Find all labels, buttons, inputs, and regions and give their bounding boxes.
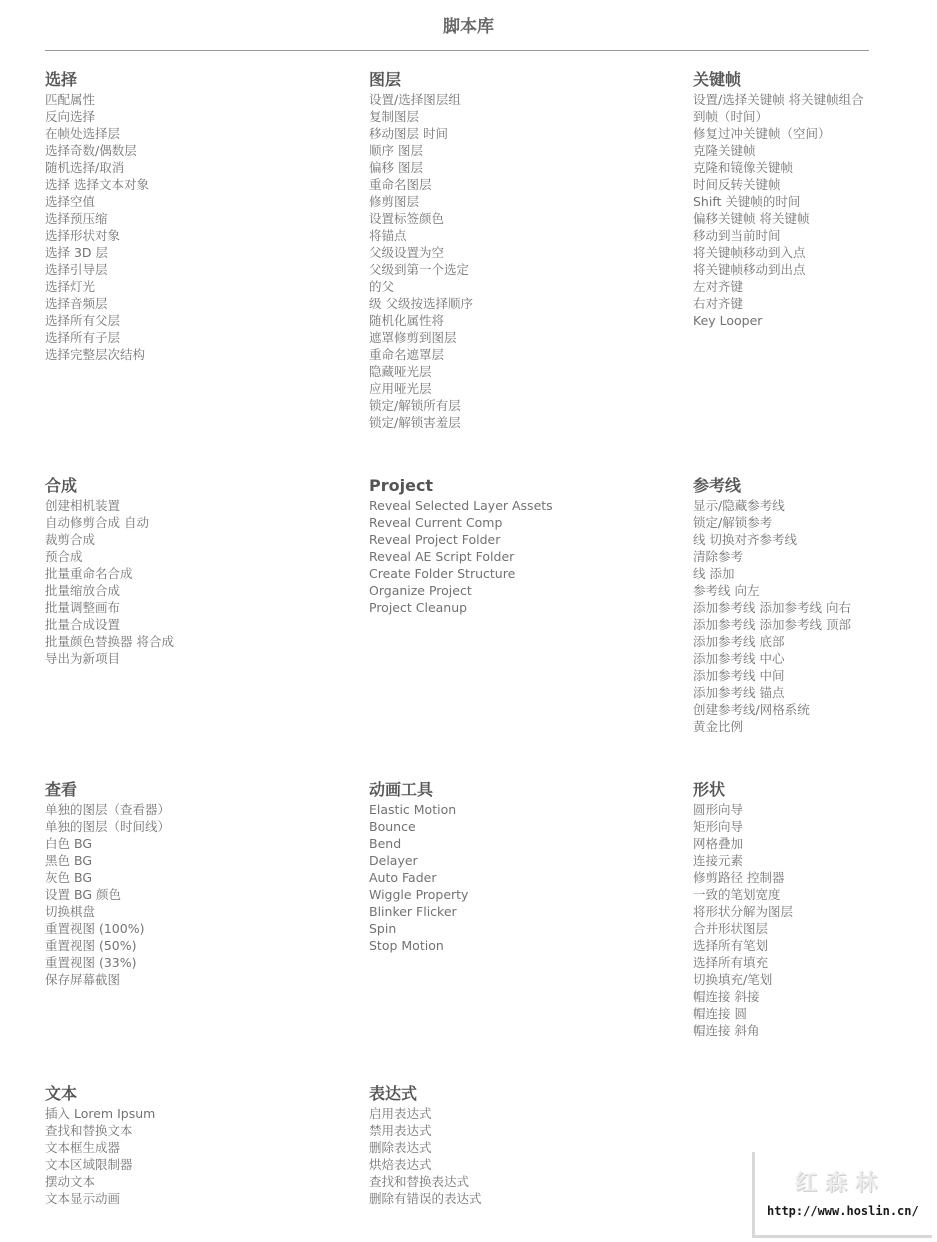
script-item[interactable]: 父级到第一个选定: [369, 262, 470, 277]
section-expression: [369, 1084, 669, 1207]
script-item[interactable]: 到帧（时间）: [693, 109, 769, 124]
script-item[interactable]: 黄金比例: [693, 719, 744, 734]
script-item[interactable]: 线 添加: [693, 566, 735, 581]
script-item[interactable]: Reveal Current Comp: [369, 515, 503, 530]
script-item[interactable]: 随机选择/取消: [45, 160, 125, 175]
script-item[interactable]: 合并形状图层: [693, 921, 769, 936]
script-item[interactable]: 预合成: [45, 549, 83, 564]
script-item[interactable]: 矩形向导: [693, 819, 744, 834]
section-heading: 动画工具: [369, 780, 434, 799]
script-list: [45, 1105, 345, 1207]
script-item[interactable]: 一致的笔划宽度: [693, 887, 781, 902]
script-item[interactable]: 裁剪合成: [45, 532, 96, 547]
section-heading: Project: [369, 476, 434, 495]
script-item[interactable]: 匹配属性: [45, 92, 96, 107]
section-view: [45, 780, 345, 988]
script-item[interactable]: 添加参考线 中心: [693, 651, 785, 666]
script-item[interactable]: 创建参考线/网格系统: [693, 702, 810, 717]
script-list: [45, 497, 345, 667]
section-heading: 图层: [369, 70, 402, 89]
script-list: [369, 91, 669, 431]
script-item[interactable]: 设置/选择关键帧 将关键帧组合: [693, 92, 864, 107]
script-item[interactable]: Auto Fader: [369, 870, 437, 885]
script-item[interactable]: 选择 选择文本对象: [45, 177, 149, 192]
script-item[interactable]: 烘焙表达式: [369, 1157, 432, 1172]
script-item[interactable]: 级 父级按选择顺序: [369, 296, 473, 311]
script-item[interactable]: 文本区域限制器: [45, 1157, 133, 1172]
script-item[interactable]: 删除有错误的表达式: [369, 1191, 482, 1206]
script-item[interactable]: 克隆关键帧: [693, 143, 756, 158]
script-item[interactable]: 选择完整层次结构: [45, 347, 146, 362]
script-item[interactable]: 将关键帧移动到出点: [693, 262, 806, 277]
script-item[interactable]: 锁定/解锁害羞层: [369, 415, 461, 430]
script-item[interactable]: 选择灯光: [45, 279, 96, 294]
script-item[interactable]: 导出为新项目: [45, 651, 121, 666]
section-heading: 文本: [45, 1084, 78, 1103]
script-item[interactable]: 在帧处选择层: [45, 126, 121, 141]
script-item[interactable]: 选择奇数/偶数层: [45, 143, 137, 158]
script-list: [45, 91, 345, 363]
script-item[interactable]: 创建相机装置: [45, 498, 121, 513]
watermark: [752, 1152, 932, 1238]
script-item[interactable]: 选择所有填充: [693, 955, 769, 970]
script-item[interactable]: Blinker Flicker: [369, 904, 457, 919]
script-item[interactable]: 偏移关键帧 将关键帧: [693, 211, 810, 226]
script-item[interactable]: 添加参考线 添加参考线 向右: [693, 600, 851, 615]
script-item[interactable]: 隐藏哑光层: [369, 364, 432, 379]
script-item[interactable]: 修复过冲关键帧（空间）: [693, 126, 831, 141]
script-item[interactable]: 移动到当前时间: [693, 228, 781, 243]
section-heading: 表达式: [369, 1084, 418, 1103]
script-list: [369, 1105, 669, 1207]
script-item[interactable]: Reveal Project Folder: [369, 532, 501, 547]
script-item[interactable]: 批量缩放合成: [45, 583, 121, 598]
script-item[interactable]: 将形状分解为图层: [693, 904, 794, 919]
section-text: [45, 1084, 345, 1207]
script-list: [369, 801, 669, 954]
script-item[interactable]: 插入 Lorem Ipsum: [45, 1106, 156, 1121]
script-item[interactable]: 参考线 向左: [693, 583, 760, 598]
section-guides: [693, 476, 937, 735]
script-item[interactable]: 灰色 BG: [45, 870, 93, 885]
script-item[interactable]: 偏移 图层: [369, 160, 423, 175]
script-item[interactable]: 文本显示动画: [45, 1191, 121, 1206]
script-item[interactable]: 切换填充/笔划: [693, 972, 773, 987]
script-item[interactable]: 添加参考线 锚点: [693, 685, 785, 700]
script-item[interactable]: 锁定/解锁所有层: [369, 398, 461, 413]
script-item[interactable]: Bounce: [369, 819, 416, 834]
script-item[interactable]: Wiggle Property: [369, 887, 469, 902]
section-project: [369, 476, 669, 616]
script-item[interactable]: 批量调整画布: [45, 600, 121, 615]
script-item[interactable]: Project Cleanup: [369, 600, 468, 615]
script-item[interactable]: 添加参考线 添加参考线 顶部: [693, 617, 851, 632]
script-item[interactable]: 添加参考线 中间: [693, 668, 785, 683]
section-heading: 合成: [45, 476, 78, 495]
script-item[interactable]: 将关键帧移动到入点: [693, 245, 806, 260]
section-heading: 参考线: [693, 476, 742, 495]
script-item[interactable]: 网格叠加: [693, 836, 744, 851]
script-item[interactable]: 保存屏幕截图: [45, 972, 121, 987]
script-item[interactable]: 帽连接 斜接: [693, 989, 760, 1004]
script-item[interactable]: 时间反转关键帧: [693, 177, 781, 192]
script-item[interactable]: 选择所有笔划: [693, 938, 769, 953]
script-item[interactable]: 黑色 BG: [45, 853, 93, 868]
section-keyframe: [693, 70, 937, 329]
script-item[interactable]: 圆形向导: [693, 802, 744, 817]
title-divider: [45, 50, 869, 51]
script-item[interactable]: 选择预压缩: [45, 211, 108, 226]
script-item[interactable]: 查找和替换文本: [45, 1123, 133, 1138]
script-item[interactable]: 文本框生成器: [45, 1140, 121, 1155]
script-item[interactable]: 反向选择: [45, 109, 96, 124]
page-title: 脚本库: [443, 17, 494, 37]
script-item[interactable]: 设置标签颜色: [369, 211, 445, 226]
script-item[interactable]: 重置视图 (33%): [45, 955, 137, 970]
script-item[interactable]: Reveal AE Script Folder: [369, 549, 515, 564]
script-item[interactable]: 将锚点: [369, 228, 407, 243]
script-item[interactable]: Spin: [369, 921, 397, 936]
script-item[interactable]: 修剪图层: [369, 194, 420, 209]
section-composition: [45, 476, 345, 667]
script-item[interactable]: Bend: [369, 836, 402, 851]
script-item[interactable]: 批量合成设置: [45, 617, 121, 632]
script-item[interactable]: 选择形状对象: [45, 228, 121, 243]
script-list: [45, 801, 345, 988]
script-item[interactable]: 选择所有子层: [45, 330, 121, 345]
section-heading: 查看: [45, 780, 78, 799]
script-item[interactable]: 移动图层 时间: [369, 126, 448, 141]
script-item[interactable]: 父级设置为空: [369, 245, 445, 260]
script-item[interactable]: 批量颜色替换器 将合成: [45, 634, 174, 649]
script-item[interactable]: 帽连接 斜角: [693, 1023, 760, 1038]
script-list: [693, 801, 937, 1039]
script-item[interactable]: Create Folder Structure: [369, 566, 516, 581]
script-item[interactable]: Elastic Motion: [369, 802, 457, 817]
script-item[interactable]: 右对齐键: [693, 296, 744, 311]
watermark-url: http://www.hoslin.cn/: [767, 1204, 919, 1218]
script-item[interactable]: 白色 BG: [45, 836, 93, 851]
script-item[interactable]: 选择所有父层: [45, 313, 121, 328]
script-item[interactable]: 帽连接 圆: [693, 1006, 747, 1021]
script-item[interactable]: 重命名图层: [369, 177, 432, 192]
script-item[interactable]: Reveal Selected Layer Assets: [369, 498, 553, 513]
script-item[interactable]: 批量重命名合成: [45, 566, 133, 581]
script-item[interactable]: 线 切换对齐参考线: [693, 532, 797, 547]
script-item[interactable]: Shift 关键帧的时间: [693, 194, 801, 209]
script-list: [693, 91, 937, 329]
script-item[interactable]: 连接元素: [693, 853, 744, 868]
script-item[interactable]: 单独的图层（时间线）: [45, 819, 171, 834]
section-heading: 关键帧: [693, 70, 742, 89]
script-item[interactable]: 摆动文本: [45, 1174, 96, 1189]
script-item[interactable]: 修剪路径 控制器: [693, 870, 785, 885]
script-item[interactable]: 重命名遮罩层: [369, 347, 445, 362]
script-item[interactable]: 锁定/解锁参考: [693, 515, 773, 530]
script-item[interactable]: Organize Project: [369, 583, 472, 598]
script-item[interactable]: 查找和替换表达式: [369, 1174, 470, 1189]
script-item[interactable]: 单独的图层（查看器）: [45, 802, 171, 817]
script-item[interactable]: 选择引导层: [45, 262, 108, 277]
script-item[interactable]: 重置视图 (100%): [45, 921, 145, 936]
script-item[interactable]: 自动修剪合成 自动: [45, 515, 149, 530]
watermark-logo: 红森林: [795, 1170, 886, 1196]
script-item[interactable]: 启用表达式: [369, 1106, 432, 1121]
script-item[interactable]: 添加参考线 底部: [693, 634, 785, 649]
section-shape: [693, 780, 937, 1039]
script-item[interactable]: 克隆和镜像关键帧: [693, 160, 794, 175]
script-item[interactable]: 选择音频层: [45, 296, 108, 311]
script-item[interactable]: 应用哑光层: [369, 381, 432, 396]
section-select: [45, 70, 345, 363]
script-item[interactable]: 删除表达式: [369, 1140, 432, 1155]
script-item[interactable]: 复制图层: [369, 109, 420, 124]
section-heading: 选择: [45, 70, 78, 89]
script-item[interactable]: 切换棋盘: [45, 904, 96, 919]
script-list: [693, 497, 937, 735]
section-animation-tools: [369, 780, 669, 954]
script-item[interactable]: 设置/选择图层组: [369, 92, 461, 107]
section-heading: 形状: [693, 780, 726, 799]
section-layer: [369, 70, 669, 431]
script-list: [369, 497, 669, 616]
script-item[interactable]: 重置视图 (50%): [45, 938, 137, 953]
script-item[interactable]: Key Looper: [693, 313, 763, 328]
script-item[interactable]: 设置 BG 颜色: [45, 887, 121, 902]
script-item[interactable]: 左对齐键: [693, 279, 744, 294]
script-item[interactable]: 禁用表达式: [369, 1123, 432, 1138]
script-item[interactable]: Delayer: [369, 853, 418, 868]
script-item[interactable]: 的父: [369, 279, 395, 294]
script-item[interactable]: 随机化属性将: [369, 313, 445, 328]
script-item[interactable]: Stop Motion: [369, 938, 444, 953]
script-item[interactable]: 清除参考: [693, 549, 744, 564]
script-item[interactable]: 遮罩修剪到图层: [369, 330, 457, 345]
script-item[interactable]: 显示/隐藏参考线: [693, 498, 785, 513]
script-item[interactable]: 选择 3D 层: [45, 245, 109, 260]
script-item[interactable]: 顺序 图层: [369, 143, 423, 158]
script-item[interactable]: 选择空值: [45, 194, 96, 209]
